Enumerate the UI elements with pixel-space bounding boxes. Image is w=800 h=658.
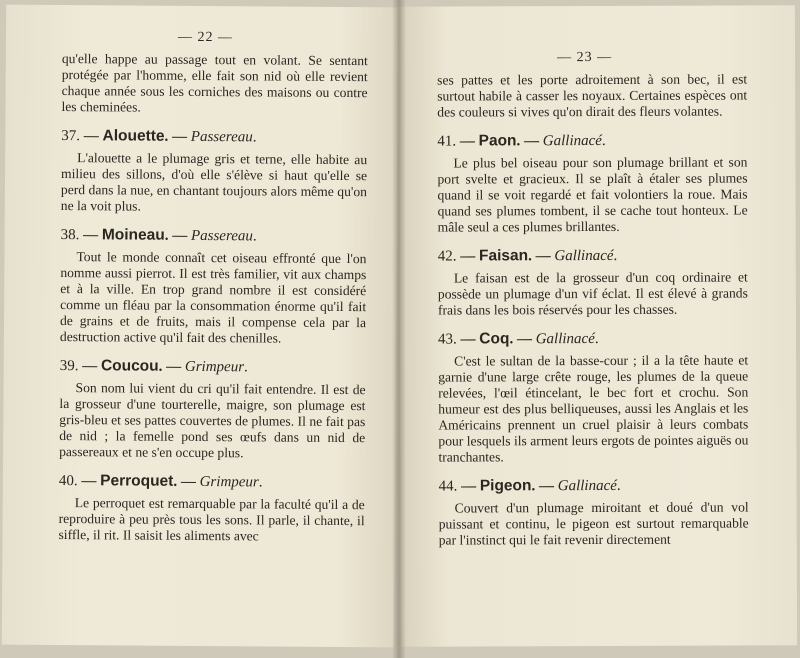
dash: — (80, 128, 103, 145)
bird-category: Gallinacé (535, 331, 595, 348)
dash: . — (158, 358, 185, 375)
entry-number: 43. (438, 331, 457, 348)
bird-name: Coq (479, 330, 510, 348)
dash: . — (164, 227, 192, 244)
period: . (244, 359, 248, 376)
entry-text-40: Le perroquet est remarquable par la faculté qu'il a de reproduire à peu près tous les sons. Il parle, il chante, il siffle, il rit. Il saisit les aliments avec (58, 495, 365, 544)
entry-text-37: L'alouette a le plumage gris et terne, elle habite au milieu des sillons, d'où elle s'élève si haut qu'elle se perd dans la nue, en chantant toujours alors même qu'on ne la voit plus. (60, 150, 368, 214)
book-gutter (392, 0, 406, 658)
entry-heading-39 (60, 357, 366, 377)
entry-text-39: Son nom lui vient du cri qu'il fait entendre. Il est de la grosseur d'une tourterelle, maigre, son plumage est gris-bleu et ses pattes couvertes de plumes. Il ne fait pas de nid ; la femelle pond ses œufs dans un nid de passereaux et ne s'en occupe plus. (59, 380, 366, 461)
dash: — (77, 473, 101, 490)
bird-category: Gallinacé (557, 477, 617, 495)
right-page (399, 5, 797, 646)
page-number-22: — 22 — (177, 29, 234, 46)
bird-name: Faisan (478, 247, 529, 265)
dash: . — (528, 248, 555, 265)
entry-number: 39. (59, 358, 79, 375)
entry-heading-37 (61, 127, 367, 147)
entry-heading-38 (61, 226, 367, 246)
bird-name: Moineau (101, 226, 165, 244)
entry-text-38: Tout le monde connaît cet oiseau effronté que l'on nomme aussi pierrot. Il est très familier, vit aux champs et à la ville. En trop grand nombre il est considéré comme un fléau par la consommation énorme qu'il fait de grains et de fruits, mais il compense cela par la destruction active qu'il fait des chenilles. (59, 249, 367, 346)
bird-name: Coucou (100, 357, 159, 375)
left-page (2, 5, 398, 648)
entry-number: 42. (437, 248, 457, 265)
entry-heading-43 (438, 329, 748, 348)
bird-category: Passereau (190, 128, 253, 146)
period: . (594, 330, 599, 348)
left-page-text (58, 51, 367, 545)
entry-number: 38. (60, 227, 80, 244)
dash: . — (516, 133, 543, 150)
bird-category: Grimpeur (184, 358, 245, 376)
dash: — (456, 331, 480, 348)
dash: — (457, 478, 480, 495)
entry-number: 37. (61, 128, 81, 145)
entry-heading-41 (437, 131, 747, 150)
bird-name: Pigeon (479, 477, 532, 495)
bird-category: Gallinacé (542, 132, 602, 150)
dash: . — (164, 128, 191, 145)
period: . (258, 474, 263, 491)
bird-name: Paon (478, 132, 517, 150)
entry-text-42: Le faisan est de la grosseur d'un coq ordinaire et possède un plumage d'un vif éclat. Il est élevé à grands frais dans les bois réservés pour les chasses. (437, 269, 748, 318)
entry-number: 41. (437, 133, 457, 150)
dash: — (79, 227, 102, 244)
entry-heading-42 (438, 246, 748, 265)
dash: — (456, 133, 479, 150)
entry-heading-44 (439, 476, 749, 495)
period: . (252, 228, 257, 245)
bird-category: Gallinacé (554, 247, 614, 265)
bird-category: Passereau (190, 227, 253, 245)
bird-category: Grimpeur (199, 474, 259, 491)
entry-text-41: Le plus bel oiseau pour son plumage brillant et son port svelte et gracieux. Il se plaît à étaler ses plumes quand il se voit regardé et fait volontiers la roue. Mais quand ses plumes tombent, il se cache tout honteux. Le mâle seul a ces plumes brillantes. (437, 154, 748, 235)
period: . (613, 247, 618, 264)
right-page-text (437, 71, 749, 548)
dash: . — (173, 473, 200, 491)
period: . (252, 129, 257, 146)
period: . (616, 477, 621, 494)
entry-number: 40. (58, 473, 78, 490)
bird-name: Perroquet (100, 472, 174, 490)
intro-paragraph: ses pattes et les porte adroitement à son bec, il est surtout habile à casser les noyaux. Certaines espèces ont des couleurs si vives qu'on dirait des fleurs volantes. (437, 71, 748, 120)
intro-paragraph: qu'elle happe au passage tout en volant. Se sentant protégée par l'homme, elle fait son nid où elle revient chaque année sous les corniches des maisons ou contre les cheminées. (61, 51, 368, 115)
bird-name: Alouette (102, 127, 165, 145)
entry-text-44: Couvert d'un plumage miroitant et doué d'un vol puissant et continu, le pigeon est surtout remarquable par l'instinct qui le fait revenir directement (438, 499, 749, 548)
page-number-23: — 23 — (557, 49, 613, 66)
dash: . — (531, 478, 558, 495)
entry-text-43: C'est le sultan de la basse-cour ; il a la tête haute et garnie d'une large crête rouge, les plumes de la queue relevées, l'œil étincelant, le bec fort et crochu. Son humeur est des plus belliqueuses, aussi les Anglais et les Américains prennent un cruel plaisir à leurs combats pour lesquels ils arment leurs ergots de pointes aiguës ou tranchantes. (438, 352, 749, 465)
entry-heading-40 (59, 472, 365, 492)
dash: . — (509, 331, 536, 348)
period: . (601, 132, 606, 149)
dash: — (78, 358, 102, 375)
entry-number: 44. (438, 478, 458, 495)
dash: — (456, 248, 480, 265)
